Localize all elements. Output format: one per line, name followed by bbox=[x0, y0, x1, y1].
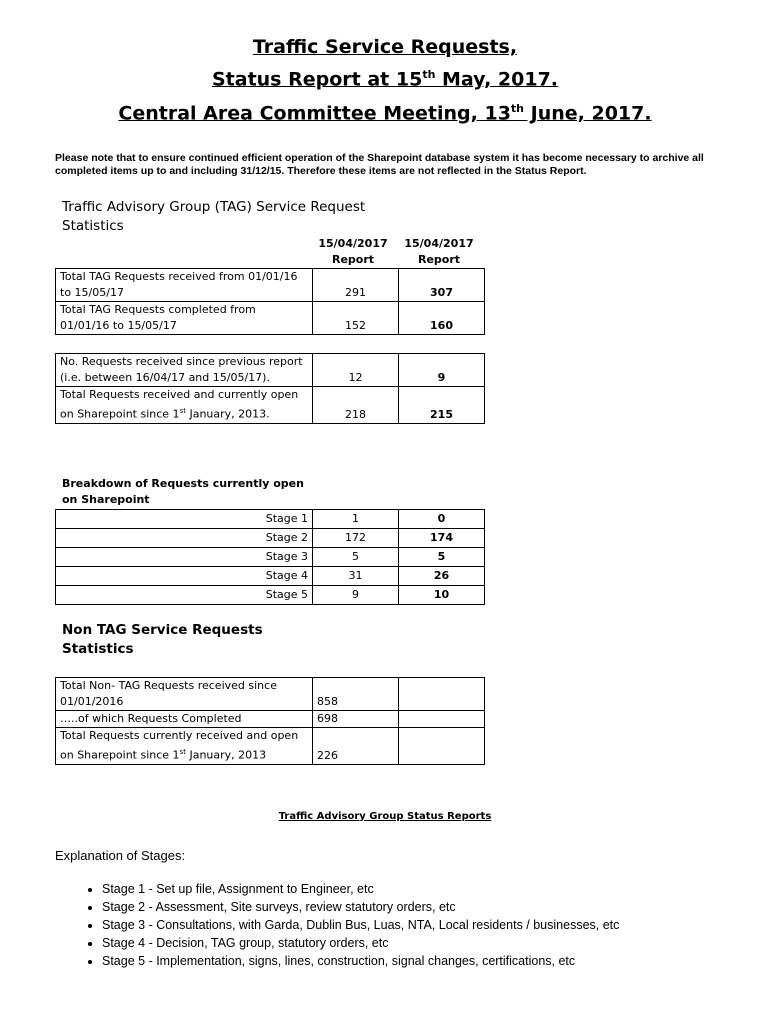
nontag-table bbox=[55, 677, 485, 765]
row-label: Total Requests received and currently open on Sharepoint since 1st January, 2013. bbox=[56, 387, 313, 424]
cell-value-1: 291 bbox=[313, 269, 399, 302]
table-row bbox=[56, 510, 485, 529]
cell-value-1: 152 bbox=[313, 302, 399, 335]
cell-value-2: 0 bbox=[399, 510, 485, 529]
cell-value-2: 307 bbox=[399, 269, 485, 302]
cell-value-2 bbox=[399, 728, 485, 765]
tag-totals-table bbox=[55, 268, 485, 335]
nontag-section-title: Non TAG Service Requests Statistics bbox=[62, 622, 263, 657]
column-header-2: 15/04/2017 Report bbox=[404, 237, 474, 266]
column-header-1: 15/04/2017 Report bbox=[318, 237, 388, 266]
cell-value-2: 9 bbox=[399, 354, 485, 387]
list-item: • Stage 4 - Decision, TAG group, statutory orders, etc bbox=[102, 934, 619, 952]
report-title-line2: Status Report at 15th May, 2017. bbox=[211, 68, 559, 91]
cell-value-2: 26 bbox=[399, 567, 485, 586]
cell-value-1: 858 bbox=[313, 678, 399, 711]
row-label: Total TAG Requests completed from 01/01/16 to 15/05/17 bbox=[56, 302, 313, 335]
explanation-heading: Explanation of Stages: bbox=[55, 848, 186, 863]
cell-value-1: 172 bbox=[313, 529, 399, 548]
stage-label: Stage 5 bbox=[56, 586, 313, 605]
table-row bbox=[56, 728, 485, 765]
cell-value-1: 12 bbox=[313, 354, 399, 387]
table-row bbox=[56, 567, 485, 586]
table-row bbox=[56, 586, 485, 605]
table-row bbox=[56, 387, 485, 424]
table-row bbox=[56, 302, 485, 335]
report-title-line3: Central Area Committee Meeting, 13th June, 2017. bbox=[118, 102, 652, 125]
breakdown-title: Breakdown of Requests currently open on Sharepoint bbox=[62, 477, 304, 506]
cell-value-1: 9 bbox=[313, 586, 399, 605]
list-item: • Stage 1 - Set up file, Assignment to Engineer, etc bbox=[102, 880, 619, 898]
cell-value-1: 5 bbox=[313, 548, 399, 567]
cell-value-1: 698 bbox=[313, 711, 399, 728]
status-reports-caption: Traffic Advisory Group Status Reports bbox=[278, 811, 492, 822]
cell-value-2: 215 bbox=[399, 387, 485, 424]
list-item: • Stage 2 - Assessment, Site surveys, review statutory orders, etc bbox=[102, 898, 619, 916]
table-row bbox=[56, 678, 485, 711]
list-item: • Stage 5 - Implementation, signs, lines, construction, signal changes, certifications, etc bbox=[102, 952, 619, 970]
cell-value-2: 174 bbox=[399, 529, 485, 548]
cell-value-2 bbox=[399, 678, 485, 711]
row-label: No. Requests received since previous report (i.e. between 16/04/17 and 15/05/17). bbox=[56, 354, 313, 387]
stage-breakdown-table bbox=[55, 509, 485, 605]
stage-label: Stage 2 bbox=[56, 529, 313, 548]
row-label: Total Requests currently received and open on Sharepoint since 1st January, 2013 bbox=[56, 728, 313, 765]
list-item: • Stage 3 - Consultations, with Garda, Dublin Bus, Luas, NTA, Local residents / businesses, etc bbox=[102, 916, 619, 934]
row-label: Total Non- TAG Requests received since 01/01/2016 bbox=[56, 678, 313, 711]
archive-note: Please note that to ensure continued efficient operation of the Sharepoint database system it has become necessary to archive all completed items up to and including 31/12/15. Therefore these items are not reflected in the Status Report. bbox=[55, 152, 704, 177]
cell-value-2 bbox=[399, 711, 485, 728]
stage-label: Stage 4 bbox=[56, 567, 313, 586]
report-title-line1: Traffic Service Requests, bbox=[252, 36, 518, 58]
stage-label: Stage 1 bbox=[56, 510, 313, 529]
cell-value-1: 31 bbox=[313, 567, 399, 586]
cell-value-1: 218 bbox=[313, 387, 399, 424]
tag-section-title: Traffic Advisory Group (TAG) Service Request Statistics bbox=[62, 199, 366, 234]
row-label: …..of which Requests Completed bbox=[56, 711, 313, 728]
table-row bbox=[56, 548, 485, 567]
tag-open-requests-table bbox=[55, 353, 485, 424]
cell-value-2: 10 bbox=[399, 586, 485, 605]
cell-value-1: 1 bbox=[313, 510, 399, 529]
table-row bbox=[56, 269, 485, 302]
cell-value-2: 160 bbox=[399, 302, 485, 335]
cell-value-1: 226 bbox=[313, 728, 399, 765]
row-label: Total TAG Requests received from 01/01/16 to 15/05/17 bbox=[56, 269, 313, 302]
table-row bbox=[56, 711, 485, 728]
stage-label: Stage 3 bbox=[56, 548, 313, 567]
stage-explanation-list bbox=[55, 880, 619, 970]
cell-value-2: 5 bbox=[399, 548, 485, 567]
table-row bbox=[56, 529, 485, 548]
table-row bbox=[56, 354, 485, 387]
